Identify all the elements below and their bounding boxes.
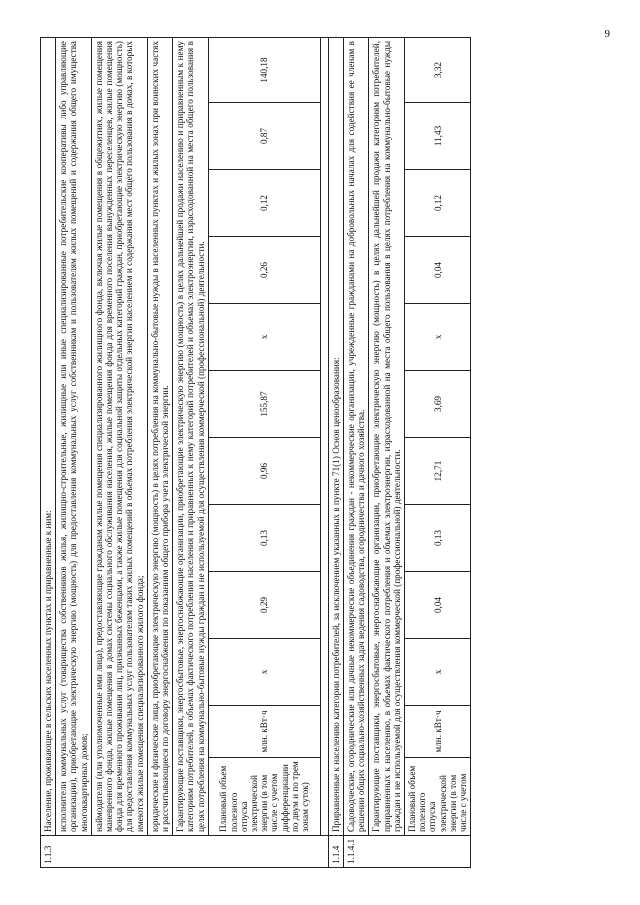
row-text: наймодатели (или уполномоченные ими лица), предоставляющие гражданам жилые помещения специализированного жилищного фонда, включая жилые помещения в общежитиях, жилые помещения маневренного фонда, жилые помещения в домах системы социального обслуживания населения, жилые помещения фонда для временного поселения вынужденных переселенцев, жилые помещения фонда для временного проживания лиц, признанных беженцами, а также жилые помещения для социальной защиты отдельных категорий граждан, приобретающие электрическую энергию (мощность) для предоставления коммунальных услуг пользователям таких жилых помещений в объемах потребления электрической энергии населением и содержания мест общего пользования в домах, в которых имеются жилые помещения специализированного жилого фонда;: [91, 38, 147, 836]
row-text: Садоводческие, огороднические или дачные некоммерческие объединения граждан - некоммерческие организации, учрежденные гражданами на добровольных началах для содействия ее членам в решении общих социально-хозяйственных задач ведения садоводства, огородничества и дачного хозяйства.: [344, 38, 369, 836]
value-cell: x: [208, 639, 320, 706]
table-row: [320, 38, 328, 868]
value-cell: 155,87: [208, 371, 320, 438]
row-text: Приравненные к населению категории потребителей, за исключением указанных в пункте 71(1) Основ ценообразования:: [328, 38, 343, 836]
unit-cell: млн. кВт·ч: [208, 706, 320, 758]
value-cell: 0,04: [405, 237, 471, 304]
value-cell: 0,29: [208, 572, 320, 639]
value-cell: x: [405, 639, 471, 706]
table-row: [369, 38, 405, 868]
value-cell: 0,96: [208, 438, 320, 505]
value-cell: 0,04: [405, 572, 471, 639]
table-row: [41, 38, 56, 868]
row-number: 1.1.4: [328, 836, 343, 868]
value-cell: x: [405, 304, 471, 371]
volume-label: Плановый объем полезного отпуска электрической энергии (в том числе с учетом дифференциации по двум и по трем зонам суток): [208, 758, 320, 836]
tariff-table: [40, 37, 471, 868]
table-row: [344, 38, 369, 868]
table-row: [173, 38, 209, 868]
volume-label: Плановый объем полезного отпуска электрической энергии (в том числе с учетом: [405, 758, 471, 836]
unit-cell: млн. кВт·ч: [405, 706, 471, 758]
table-row: [328, 38, 343, 868]
value-cell: 0,13: [208, 505, 320, 572]
volume-row: [405, 38, 471, 868]
row-text: Гарантирующие поставщики, энергосбытовые, энергоснабжающие организации, приобретающие электрическую энергию (мощность) в целях дальнейшей продажи категориям потребителей, приравненных к населению, в объемах фактического потребления и объемах электроэнергии, израсходованной на места общего пользования в целях потребления на коммунально-бытовые нужды граждан и не используемой для осуществления коммерческой (профессиональной) деятельности.: [369, 38, 405, 836]
table-row: [91, 38, 147, 868]
row-text: Население, проживающее в сельских населенных пунктах и приравненные к ним:: [41, 38, 56, 836]
row-text: исполнители коммунальных услуг (товарищества собственников жилья, жилищно-строительные, жилищные или иные специализированные потребительские кооперативы либо управляющие организации), приобретающие электрическую энергию (мощность) для предоставления коммунальных услуг собственникам и пользователям жилых помещений и содержания общего имущества многоквартирных домов;: [56, 38, 92, 836]
table-row: [56, 38, 92, 868]
row-number: 1.1.3: [41, 836, 329, 868]
volume-row: [208, 38, 320, 868]
rotated-table-frame: [40, 38, 595, 868]
table-row: [147, 38, 172, 868]
value-cell: 0,12: [405, 170, 471, 237]
value-cell: 0,12: [208, 170, 320, 237]
value-cell: 0,87: [208, 103, 320, 170]
value-cell: 0,13: [405, 505, 471, 572]
value-cell: 3,32: [405, 38, 471, 103]
value-cell: 11,43: [405, 103, 471, 170]
row-text: Гарантирующие поставщики, энергосбытовые, энергоснабжающие организации, приобретающие электрическую энергию (мощность) в целях дальнейшей продажи населению и приравненным к нему категориям потребителей, в объемах фактического потребления населения и приравненных к нему категорий потребителей и объемах электроэнергии, израсходованной на места общего пользования в целях потребления на коммунально-бытовые нужды граждан и не используемой для осуществления коммерческой (профессиональной) деятельности.: [173, 38, 209, 836]
page-number: 9: [604, 28, 610, 40]
value-cell: 12,71: [405, 438, 471, 505]
value-cell: x: [208, 304, 320, 371]
value-cell: 140,18: [208, 38, 320, 103]
value-cell: 3,69: [405, 371, 471, 438]
spacer-cell: [320, 38, 328, 836]
row-number: 1.1.4.1: [344, 836, 471, 868]
value-cell: 0,26: [208, 237, 320, 304]
row-text: юридические и физические лица, приобретающие электрическую энергию (мощность) в целях потребления на коммунально-бытовые нужды в населенных пунктах и жилых зонах при воинских частях и рассчитывающиеся по договору энергоснабжения по показаниям общего прибора учета электрической энергии.: [147, 38, 172, 836]
